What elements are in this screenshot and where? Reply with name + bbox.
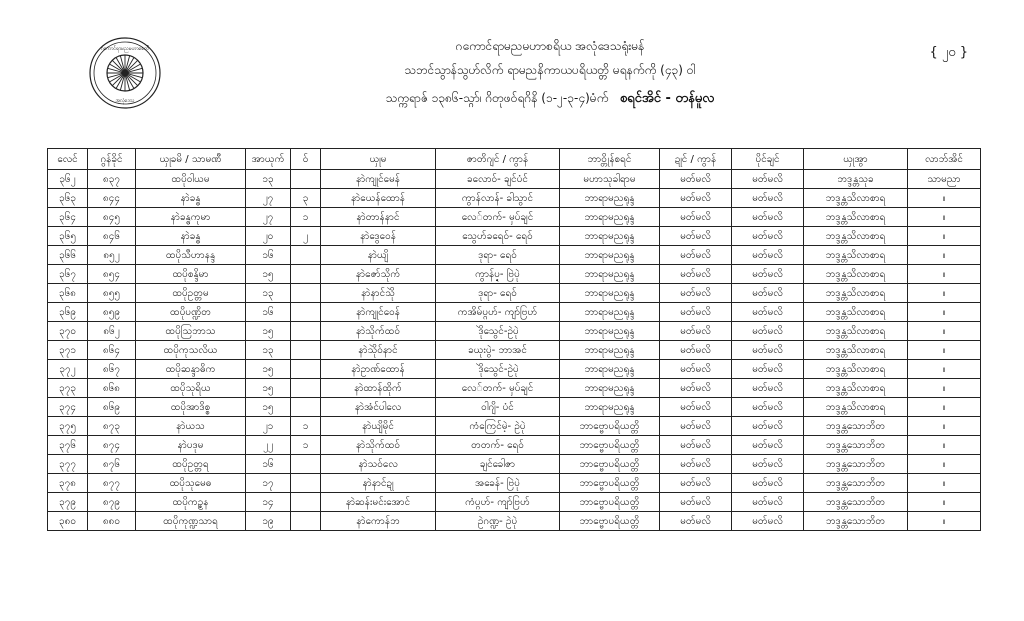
table-cell: ၃ xyxy=(291,189,321,208)
table-cell: ။ xyxy=(908,493,981,512)
table-cell: ဘာရာမညရုန္ဒ xyxy=(560,246,660,265)
table-cell: မတ်မလိ xyxy=(660,493,732,512)
seal-bottom-text: အလုံဒေသ xyxy=(115,98,135,104)
table-cell: ကံပ္ဂဟ်- ကျာ်ဗြဟ် xyxy=(436,493,560,512)
table-cell: ၂၁ xyxy=(246,417,291,436)
table-cell: ၈၅၂ xyxy=(88,246,136,265)
table-cell: ၁၅ xyxy=(246,379,291,398)
header-line-1: ဂကောင်ရာမညမဟာစရိယ အလုံဒေသရုံးမန် xyxy=(455,39,645,53)
table-cell xyxy=(291,265,321,284)
table-cell: ဘဒ္ဒန္တသိလာစာရ xyxy=(804,322,908,341)
table-cell: ဒိုဲသွေင်-ဥဲပုဲ xyxy=(436,360,560,379)
table-cell: ။ xyxy=(908,246,981,265)
table-cell: ဘဒ္ဒန္တသောဘိတ xyxy=(804,493,908,512)
table-cell: ၈၄၄ xyxy=(88,189,136,208)
table-row xyxy=(48,493,981,512)
table-cell: ၃၆၅ xyxy=(48,227,88,246)
table-cell: ဘာရာမညရုန္ဒ xyxy=(560,360,660,379)
table-cell: မတ်မလိ xyxy=(660,208,732,227)
table-cell: ၁၅ xyxy=(246,360,291,379)
table-cell: ဘဒ္ဒန္တသိလာစာရ xyxy=(804,360,908,379)
table-cell: ၈၆၄ xyxy=(88,341,136,360)
table-cell: မတ်မလိ xyxy=(660,379,732,398)
table-cell xyxy=(291,455,321,474)
column-header: ဇာတိဂျင် / ကွာန် xyxy=(436,149,560,170)
table-cell: ၁၄ xyxy=(246,493,291,512)
table-cell: ၈၇၉ xyxy=(88,493,136,512)
table-cell: ဘာရာမညရုန္ဒ xyxy=(560,189,660,208)
table-cell: ၃၇၈ xyxy=(48,474,88,493)
table-cell: ၈၃၇ xyxy=(88,170,136,189)
table-cell: ၃၇၀ xyxy=(48,322,88,341)
table-cell: ဘာဗ္ဗောပရိယတ္တိ xyxy=(560,436,660,455)
column-header: လေင် xyxy=(48,149,88,170)
table-cell: ၈၇၃ xyxy=(88,417,136,436)
table-cell: ၃၆၇ xyxy=(48,265,88,284)
column-header: ဍုင် / ကွာန် xyxy=(660,149,732,170)
table-cell xyxy=(291,474,321,493)
table-cell: ဘဒ္ဒန္တသိလာစာရ xyxy=(804,341,908,360)
table-cell: မတ်မလိ xyxy=(660,341,732,360)
table-cell: မတ်မလိ xyxy=(660,512,732,531)
table-cell: နာဲဆန်းမင်းအောင် xyxy=(321,493,436,512)
table-cell: ၃၇၉ xyxy=(48,493,88,512)
table-cell: ။ xyxy=(908,322,981,341)
table-cell: ၁၃ xyxy=(246,284,291,303)
table-cell xyxy=(291,379,321,398)
table-cell: ထပိုကုသလိယ xyxy=(136,341,246,360)
table-cell: နာဲသဝ်လေ xyxy=(321,455,436,474)
table-cell: ၂၀ xyxy=(246,227,291,246)
table-cell: ထပိုဆန္ဒာဓိက xyxy=(136,360,246,379)
column-header: ပိုင်ချင် xyxy=(732,149,804,170)
table-cell: ။ xyxy=(908,227,981,246)
table-cell: ဘာဗ္ဗောပရိယတ္တိ xyxy=(560,455,660,474)
table-cell: ထပိုဩဘာသ xyxy=(136,322,246,341)
header-line-2: သဘင်သွာန်သွဟ်လိက် ရာမညနိကာယပရိယတ္တိ မရနက်ကို (၄၃) ဝါ xyxy=(404,63,696,77)
table-cell: ၁၅ xyxy=(246,265,291,284)
table-cell: ထပိုဝါယမ xyxy=(136,170,246,189)
table-cell: ထပိုပဏ္ဍိတ xyxy=(136,303,246,322)
table-cell: မတ်မလိ xyxy=(732,246,804,265)
table-cell: မတ်မလိ xyxy=(660,227,732,246)
table-cell: ဘဒ္ဒန္တသုခ xyxy=(804,170,908,189)
table-cell: မတ်မလိ xyxy=(732,360,804,379)
monastery-seal xyxy=(88,36,162,110)
table-cell: ၃၇၅ xyxy=(48,417,88,436)
table-cell: ၈၅၄ xyxy=(88,265,136,284)
table-cell: ဘာရာမညရုန္ဒ xyxy=(560,265,660,284)
table-row xyxy=(48,512,981,531)
column-header: အာယုက် xyxy=(246,149,291,170)
table-cell: ဘဒ္ဒန္တသိလာစာရ xyxy=(804,398,908,417)
page-number: { ၂၀ } xyxy=(929,45,968,60)
table-cell: ၃၇၃ xyxy=(48,379,88,398)
table-cell: ၂၇ xyxy=(246,189,291,208)
table-cell: နာဲဒွေဝေန် xyxy=(321,227,436,246)
table-cell: ၈၇၆ xyxy=(88,455,136,474)
table-cell: ၁၆ xyxy=(246,246,291,265)
table-cell: ။ xyxy=(908,303,981,322)
table-cell: ဘဒ္ဒန္တသိလာစာရ xyxy=(804,379,908,398)
column-header: ယှုအွာ xyxy=(804,149,908,170)
table-cell: မတ်မလိ xyxy=(660,474,732,493)
table-cell: ၈၇၄ xyxy=(88,436,136,455)
column-header: ယှုမ xyxy=(321,149,436,170)
table-cell: ထပိုသုမေဓ xyxy=(136,474,246,493)
table-cell: ၈၆၇ xyxy=(88,360,136,379)
table-row xyxy=(48,170,981,189)
table-cell xyxy=(291,284,321,303)
table-cell: နာဲတာန်နာင် xyxy=(321,208,436,227)
table-cell: ၈၆၈ xyxy=(88,379,136,398)
table-header-row xyxy=(48,149,981,170)
table-cell: မတ်မလိ xyxy=(660,417,732,436)
table-row xyxy=(48,417,981,436)
table-cell: မတ်မလိ xyxy=(732,474,804,493)
table-cell: ချင်ခေါဇာ xyxy=(436,455,560,474)
roster-table xyxy=(47,148,981,531)
table-cell: ၃၈၀ xyxy=(48,512,88,531)
table-cell: ဘဒ္ဒန္တသိလာစာရ xyxy=(804,227,908,246)
table-cell xyxy=(291,398,321,417)
table-cell: ဘဒ္ဒန္တသောဘိတ xyxy=(804,512,908,531)
table-row xyxy=(48,246,981,265)
table-cell: နာဲသိုဲဝ်နာင် xyxy=(321,341,436,360)
table-cell: ဘဒ္ဒန္တသိလာစာရ xyxy=(804,303,908,322)
table-cell: ဘာရာမညရုန္ဒ xyxy=(560,208,660,227)
table-cell xyxy=(291,246,321,265)
table-cell: နာဲနာင်သိုဲ xyxy=(321,284,436,303)
table-cell: ထပိုသီဟာနန္ဒ xyxy=(136,246,246,265)
table-cell: ။ xyxy=(908,398,981,417)
table-cell: ၃၆၆ xyxy=(48,246,88,265)
table-cell: မတ်မလိ xyxy=(660,322,732,341)
table-cell: ၁၆ xyxy=(246,455,291,474)
table-cell: မတ်မလိ xyxy=(732,436,804,455)
table-cell xyxy=(291,322,321,341)
table-cell: ကွာန်လာန်- ခါသွာင် xyxy=(436,189,560,208)
table-cell: ကအိမ်ပ္ဂဟ်- ကျာ်ဗြဟ် xyxy=(436,303,560,322)
table-cell: ။ xyxy=(908,455,981,474)
table-cell: မတ်မလိ xyxy=(732,227,804,246)
seal-top-text: ဂကောင်ရာမညမဟာစေတီ xyxy=(100,46,150,52)
table-cell: ။ xyxy=(908,284,981,303)
table-cell: မတ်မလိ xyxy=(732,265,804,284)
table-cell xyxy=(291,512,321,531)
table-cell: နာဲပဒုမ xyxy=(136,436,246,455)
table-cell: ဘဒ္ဒန္တသောဘိတ xyxy=(804,474,908,493)
table-cell: ၁၃ xyxy=(246,170,291,189)
table-cell: ထပိုသုရိယ xyxy=(136,379,246,398)
table-cell: ထပိုစန္ဒိမာ xyxy=(136,265,246,284)
table-cell: ဘာဗ္ဗောပရိယတ္တိ xyxy=(560,474,660,493)
table-row xyxy=(48,474,981,493)
table-cell xyxy=(291,303,321,322)
table-cell: ဘာဗ္ဗောပရိယတ္တိ xyxy=(560,493,660,512)
table-cell: မတ်မလိ xyxy=(660,455,732,474)
table-cell: ၈၈၀ xyxy=(88,512,136,531)
table-cell: မတ်မလိ xyxy=(732,189,804,208)
table-cell: ဒုရာ- ရေဝ် xyxy=(436,246,560,265)
table-cell: ၈၄၆ xyxy=(88,227,136,246)
table-cell: နာဲခန္ဓ xyxy=(136,227,246,246)
table-cell: ၃၆၃ xyxy=(48,189,88,208)
table-cell: ခလောဝ်- ချင်ပံင် xyxy=(436,170,560,189)
column-header: ဝ် xyxy=(291,149,321,170)
table-cell: ကွာန်ပ္ဍ- ဗြဲပုဲ xyxy=(436,265,560,284)
column-header: လာဘ်အိင် xyxy=(908,149,981,170)
table-cell: ဘဒ္ဒန္တသိလာစာရ xyxy=(804,189,908,208)
table-cell: ကံကြေင်မဲ့- ဥဲပုဲ xyxy=(436,417,560,436)
table-cell: နာဲယေန်ထောန် xyxy=(321,189,436,208)
table-cell: ၁၉ xyxy=(246,512,291,531)
table-cell: နာဲဥာဏ်ထောန် xyxy=(321,360,436,379)
table-cell: ထပိုဥတ္တမ xyxy=(136,284,246,303)
table-cell: ထပိုကဥ္စန xyxy=(136,493,246,512)
table-cell: ဘာရာမညရုန္ဒ xyxy=(560,284,660,303)
table-row xyxy=(48,303,981,322)
table-row xyxy=(48,322,981,341)
table-cell: ဘာရာမညရုန္ဒ xyxy=(560,398,660,417)
table-cell: တတက်- ရေဝ် xyxy=(436,436,560,455)
table-cell: မတ်မလိ xyxy=(660,189,732,208)
table-cell: ၁၃ xyxy=(246,341,291,360)
table-cell: ၃၇၆ xyxy=(48,436,88,455)
table-row xyxy=(48,360,981,379)
table-cell: ထပိုအာဒိစ္စ xyxy=(136,398,246,417)
table-cell: ၈၅၉ xyxy=(88,303,136,322)
table-cell: သာမညာ xyxy=(908,170,981,189)
table-cell: မတ်မလိ xyxy=(660,303,732,322)
table-cell xyxy=(291,360,321,379)
table-cell: ၁၅ xyxy=(246,398,291,417)
table-cell: နာဲအံင်ပါလေ xyxy=(321,398,436,417)
column-header: ဘာဝ္တိုန်စရင် xyxy=(560,149,660,170)
table-cell: နာဲသိုက်ထဝ် xyxy=(321,322,436,341)
table-cell: မတ်မလိ xyxy=(660,398,732,417)
table-cell: ၃၇၇ xyxy=(48,455,88,474)
table-row xyxy=(48,284,981,303)
table-row xyxy=(48,379,981,398)
table-row xyxy=(48,436,981,455)
table-cell: ၃၆၉ xyxy=(48,303,88,322)
table-cell: မတ်မလိ xyxy=(732,341,804,360)
header-title: စရင်အိင် - တန်မူလ xyxy=(619,91,715,106)
table-cell: ၁၇ xyxy=(246,474,291,493)
table-cell: ၁ xyxy=(291,436,321,455)
table-cell: နာဲယျိမိုင် xyxy=(321,417,436,436)
table-cell: ။ xyxy=(908,208,981,227)
table-cell: မတ်မလိ xyxy=(732,417,804,436)
table-cell: ဘာရာမညရုန္ဒ xyxy=(560,227,660,246)
header-date: သက္ကရာဇ် ၁၃၈၆-သ္ဂာ်၊ ဂိတုဖဝ်ရဂိနိ (၁-၂-၃-၄)မံက် xyxy=(385,91,609,105)
table-cell: နာဲယသ xyxy=(136,417,246,436)
table-cell: မတ်မလိ xyxy=(732,208,804,227)
table-cell: နာဲထာန်ထိုက် xyxy=(321,379,436,398)
table-cell: ၈၅၅ xyxy=(88,284,136,303)
table-cell: မတ်မလိ xyxy=(732,398,804,417)
table-cell: မတ်မလိ xyxy=(660,284,732,303)
table-cell: ၁၅ xyxy=(246,322,291,341)
table-cell: ၃၇၂ xyxy=(48,360,88,379)
table-cell: မတ်မလိ xyxy=(732,170,804,189)
table-cell: နာဲကျုင်မေန် xyxy=(321,170,436,189)
table-cell: မတ်မလိ xyxy=(660,246,732,265)
table-cell: နာဲကျုင်ဝေန် xyxy=(321,303,436,322)
table-body xyxy=(48,170,981,531)
table-row xyxy=(48,455,981,474)
table-cell: နာဲဇော်သိုက် xyxy=(321,265,436,284)
table-cell: နာဲခန္ဓကုမာ xyxy=(136,208,246,227)
table-cell xyxy=(291,341,321,360)
table-cell: ဘဒ္ဒန္တသိလာစာရ xyxy=(804,265,908,284)
table-cell: ။ xyxy=(908,436,981,455)
table-cell: နာဲယျိ xyxy=(321,246,436,265)
table-cell: ဘဒ္ဒန္တသိလာစာရ xyxy=(804,246,908,265)
table-row xyxy=(48,189,981,208)
table-cell: မတ်မလိ xyxy=(660,265,732,284)
table-cell: လေ်တက်- မှပ်ချင် xyxy=(436,208,560,227)
table-cell: ဘဒ္ဒန္တသောဘိတ xyxy=(804,455,908,474)
table-cell: ။ xyxy=(908,360,981,379)
table-cell xyxy=(291,170,321,189)
table-cell: ။ xyxy=(908,379,981,398)
table-cell: ။ xyxy=(908,512,981,531)
table-cell: ခယုးပွဲ- ဘာအင် xyxy=(436,341,560,360)
table-row xyxy=(48,341,981,360)
table-cell: ဘာဗ္ဗောပရိယတ္တိ xyxy=(560,512,660,531)
table-cell: ၈၇၇ xyxy=(88,474,136,493)
table-cell: ၃၇၄ xyxy=(48,398,88,417)
table-cell: ၁ xyxy=(291,417,321,436)
table-cell: ဥဲဂဏ္ဍ- ဥဲပုဲ xyxy=(436,512,560,531)
table-cell: ဘာရာမညရုန္ဒ xyxy=(560,322,660,341)
table-cell: သွေဟ်ခရေဝ်- ရေဝ် xyxy=(436,227,560,246)
table-cell xyxy=(291,493,321,512)
table-cell: ၈၆၂ xyxy=(88,322,136,341)
table-cell: ၁၆ xyxy=(246,303,291,322)
table-cell: ဒုရာ- ရေဝ် xyxy=(436,284,560,303)
table-cell: ဘဒ္ဒန္တသိလာစာရ xyxy=(804,284,908,303)
table-cell: လေ်တက်- မှပ်ချင် xyxy=(436,379,560,398)
table-cell: နာဲခန္ဓ xyxy=(136,189,246,208)
table-cell: ၃၆၂ xyxy=(48,170,88,189)
table-cell: မတ်မလိ xyxy=(660,436,732,455)
table-cell: ။ xyxy=(908,341,981,360)
table-cell: နာဲသိုက်ထဝ် xyxy=(321,436,436,455)
table-cell: နာဲနာင်ဍု xyxy=(321,474,436,493)
table-cell: ၃၆၄ xyxy=(48,208,88,227)
table-cell: မတ်မလိ xyxy=(732,379,804,398)
table-cell: ၂၂ xyxy=(246,436,291,455)
table-cell: အခေန်- ဗြဲပုဲ xyxy=(436,474,560,493)
table-cell: မတ်မလိ xyxy=(732,303,804,322)
table-cell: ၂၇ xyxy=(246,208,291,227)
table-cell: ၈၆၉ xyxy=(88,398,136,417)
table-cell: ၈၄၅ xyxy=(88,208,136,227)
table-row xyxy=(48,265,981,284)
table-cell: ၃၇၁ xyxy=(48,341,88,360)
table-cell: ဘာဗ္ဗောပရိယတ္တိ xyxy=(560,417,660,436)
table-cell: ၁ xyxy=(291,208,321,227)
table-cell: မတ်မလိ xyxy=(732,455,804,474)
table-cell: မဟာသုခါရာမ xyxy=(560,170,660,189)
table-cell: ။ xyxy=(908,474,981,493)
table-cell: ထပိုဥတ္တရ xyxy=(136,455,246,474)
table-cell: ဒိုဲသွေင်-ဥဲပုဲ xyxy=(436,322,560,341)
table-cell: ။ xyxy=(908,417,981,436)
table-cell: ၃၆၈ xyxy=(48,284,88,303)
table-row xyxy=(48,398,981,417)
column-header: ယှုခမိ / သာမဏီ xyxy=(136,149,246,170)
table-row xyxy=(48,227,981,246)
table-cell: ဘဒ္ဒန္တသောဘိတ xyxy=(804,436,908,455)
table-cell: ထပိုကုဏ္ဍသာရ xyxy=(136,512,246,531)
table-cell: ဘဒ္ဒန္တသိလာစာရ xyxy=(804,208,908,227)
header-line-3 xyxy=(250,90,850,109)
table-cell: မတ်မလိ xyxy=(732,284,804,303)
table-cell: မတ်မလိ xyxy=(732,493,804,512)
table-cell: ၂ xyxy=(291,227,321,246)
table-cell: ဘာရာမညရုန္ဒ xyxy=(560,341,660,360)
table-cell: ဘဒ္ဒန္တသောဘိတ xyxy=(804,417,908,436)
table-cell: မတ်မလိ xyxy=(660,360,732,379)
table-cell: မတ်မလိ xyxy=(660,170,732,189)
table-cell: ဝါဂျိ- ပံင် xyxy=(436,398,560,417)
table-cell: နာဲကောန်ဘ xyxy=(321,512,436,531)
table-cell: ။ xyxy=(908,265,981,284)
table-cell: မတ်မလိ xyxy=(732,512,804,531)
table-row xyxy=(48,208,981,227)
table-cell: ။ xyxy=(908,189,981,208)
table-cell: ဘာရာမညရုန္ဒ xyxy=(560,303,660,322)
table-cell: ဘာရာမညရုန္ဒ xyxy=(560,379,660,398)
column-header: ဂွန်ခိုင် xyxy=(88,149,136,170)
table-cell: မတ်မလိ xyxy=(732,322,804,341)
